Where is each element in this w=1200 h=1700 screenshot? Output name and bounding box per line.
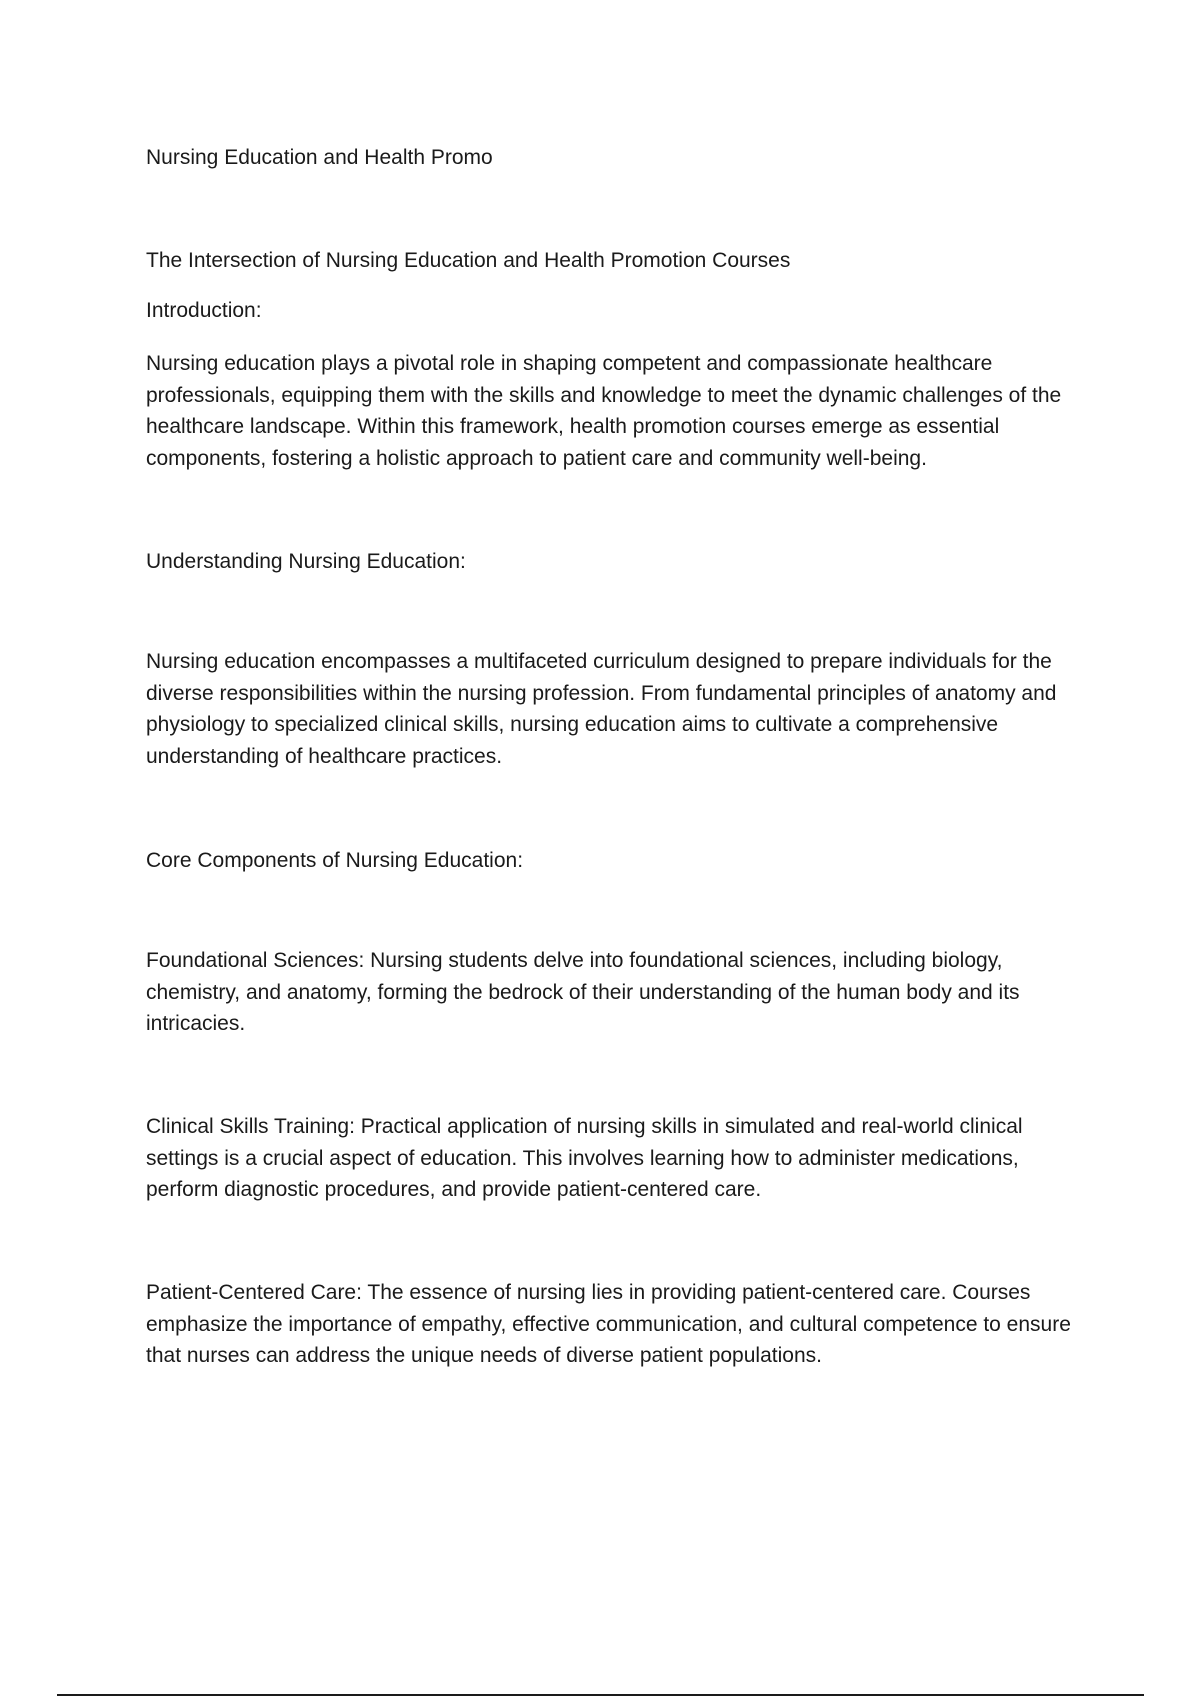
core-component-clinical-skills: Clinical Skills Training: Practical application of nursing skills in simulated and real-world clinical settings is a crucial aspect of education. This involves learning how to administer medications, perform diagnostic procedures, and provide patient-centered care.: [146, 1115, 1023, 1201]
understanding-heading: Understanding Nursing Education:: [146, 550, 466, 573]
introduction-heading: Introduction:: [146, 299, 262, 322]
core-components-heading: Core Components of Nursing Education:: [146, 849, 524, 872]
document-subtitle: The Intersection of Nursing Education and Health Promotion Courses: [146, 249, 791, 272]
core-component-foundational-sciences: Foundational Sciences: Nursing students delve into foundational sciences, including biology, chemistry, and anatomy, forming the bedrock of their understanding of the human body and its intricacies.: [146, 949, 1020, 1035]
core-component-patient-centered-care: Patient-Centered Care: The essence of nursing lies in providing patient-centered care. Courses emphasize the importance of empathy, effective communication, and cultural competence to ensure that nurses can address the unique needs of diverse patient populations.: [146, 1281, 1071, 1367]
page-bottom-divider: [57, 1694, 1144, 1696]
understanding-paragraph: Nursing education encompasses a multifaceted curriculum designed to prepare individuals for the diverse responsibilities within the nursing profession. From fundamental principles of anatomy and physiology to specialized clinical skills, nursing education aims to cultivate a comprehensive understanding of healthcare practices.: [146, 650, 1057, 768]
introduction-paragraph: Nursing education plays a pivotal role in shaping competent and compassionate healthcare professionals, equipping them with the skills and knowledge to meet the dynamic challenges of the healthcare landscape. Within this framework, health promotion courses emerge as essential components, fostering a holistic approach to patient care and community well-being.: [146, 352, 1062, 470]
document-title: Nursing Education and Health Promo: [146, 146, 493, 169]
